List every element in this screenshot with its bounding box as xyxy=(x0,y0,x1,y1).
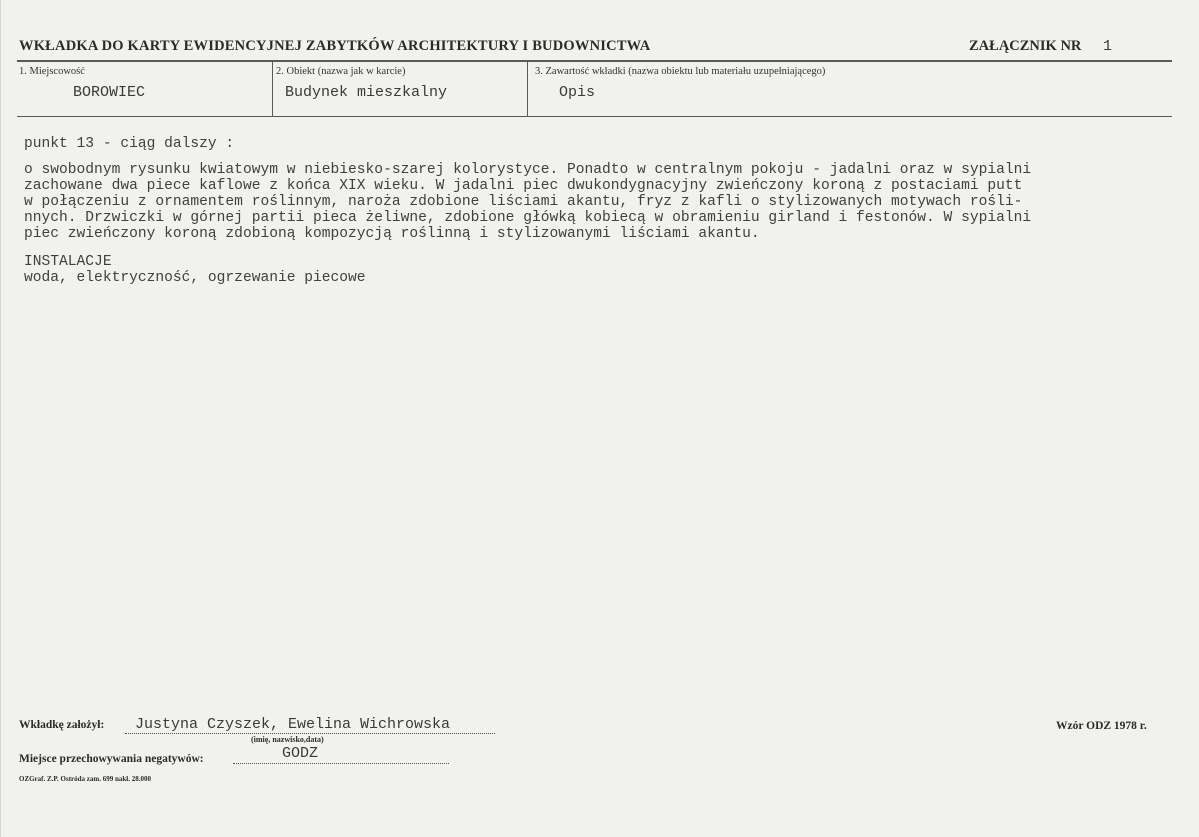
attachment-number: 1 xyxy=(1103,38,1113,55)
header-rule xyxy=(17,60,1172,62)
paragraph-line: w połączeniu z ornamentem roślinnym, naroża zdobione liściami akantu, fryz z kafli o stylizowanych motywach rośli- xyxy=(24,194,1023,210)
section-heading: punkt 13 - ciąg dalszy : xyxy=(24,136,235,152)
field-value-object: Budynek mieszkalny xyxy=(285,84,448,101)
printer-note: OZGraf. Z.P. Ostróda zam. 699 nakł. 28.000 xyxy=(19,775,151,783)
paragraph-line: zachowane dwa piece kaflowe z końca XIX wieku. W jadalni piec dwukondygnacyjny zwieńczony koroną z postaciami putt xyxy=(24,178,1023,194)
field-value-content: Opis xyxy=(559,84,596,101)
attachment-label: ZAŁĄCZNIK NR xyxy=(969,38,1082,54)
author-value: Justyna Czyszek, Ewelina Wichrowska xyxy=(135,716,451,733)
author-hint: (imię, nazwisko,data) xyxy=(251,735,324,744)
paragraph-line: piec zwieńczony koroną zdobioną kompozycją roślinną i stylizowanymi liściami akantu. xyxy=(24,226,760,242)
field-value-locality: BOROWIEC xyxy=(73,84,146,101)
storage-label: Miejsce przechowywania negatywów: xyxy=(19,753,204,765)
field-label-content: 3. Zawartość wkładki (nazwa obiektu lub materiału uzupełniającego) xyxy=(535,66,826,77)
paragraph-line: o swobodnym rysunku kwiatowym w niebiesko-szarej kolorystyce. Ponadto w centralnym pokoju - jadalni oraz w sypialni xyxy=(24,162,1032,178)
paragraph-line: nnych. Drzwiczki w górnej partii pieca żeliwne, zdobione główką kobiecą w obramieniu girland i festonów. W sypialni xyxy=(24,210,1032,226)
field-divider-1 xyxy=(272,62,273,116)
field-divider-2 xyxy=(527,62,528,116)
installations-text: woda, elektryczność, ogrzewanie piecowe xyxy=(24,270,366,286)
author-dotted-line xyxy=(125,733,495,734)
storage-value: GODZ xyxy=(282,745,319,762)
field-label-locality: 1. Miejscowość xyxy=(19,66,85,77)
storage-dotted-line xyxy=(233,763,449,764)
fields-rule xyxy=(17,116,1172,117)
template-label: Wzór ODZ 1978 r. xyxy=(1056,720,1147,732)
document-title: WKŁADKA DO KARTY EWIDENCYJNEJ ZABYTKÓW ARCHITEKTURY I BUDOWNICTWA xyxy=(19,38,651,54)
field-label-object: 2. Obiekt (nazwa jak w karcie) xyxy=(276,66,406,77)
author-label: Wkładkę założył: xyxy=(19,719,105,731)
installations-title: INSTALACJE xyxy=(24,254,112,270)
